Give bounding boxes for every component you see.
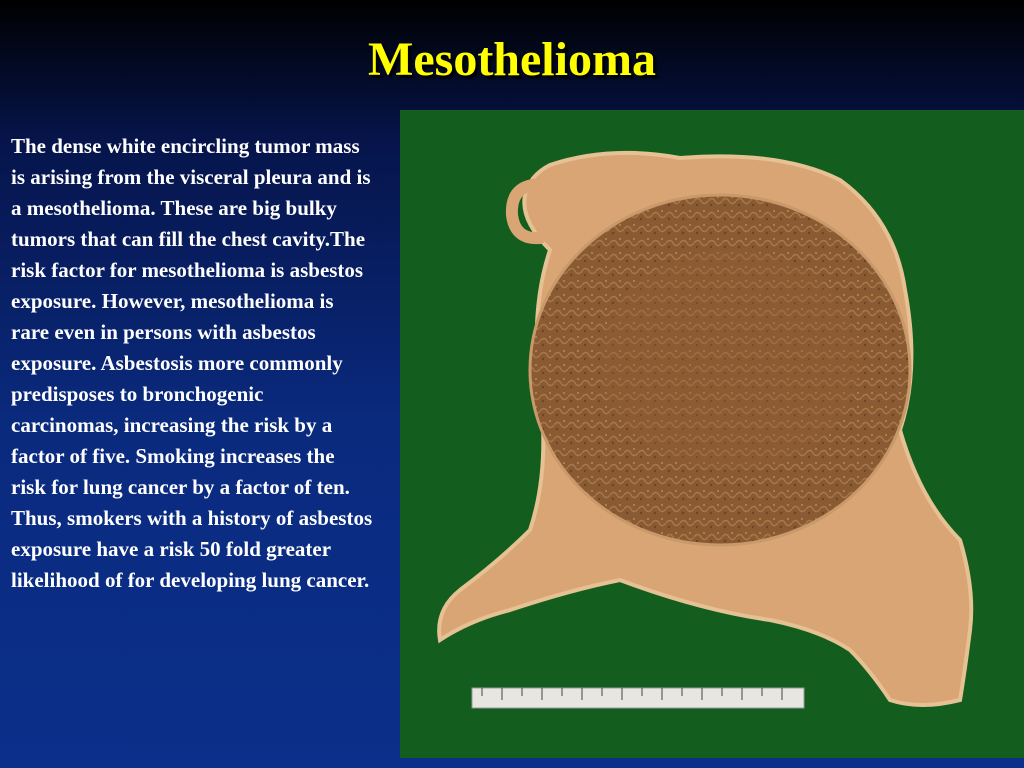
slide-title: Mesothelioma: [368, 33, 656, 86]
slide-body-text: The dense white encircling tumor mass is arising from the visceral pleura and is a mesothelioma. These are big bulky tumors that can fill the chest cavity.The risk factor for mesothelioma is asbestos exposure. However, mesothelioma is rare even in persons with asbestos exposure. Asbestosis more commonly predisposes to bronchogenic carcinomas, increasing the risk by a factor of five. Smoking increases the risk for lung cancer by a factor of ten. Thus, smokers with a history of asbestos exposure have a risk 50 fold greater likelihood of for developing lung cancer.: [11, 134, 373, 592]
scale-ruler: [472, 688, 804, 708]
specimen-photo: [400, 110, 1024, 758]
